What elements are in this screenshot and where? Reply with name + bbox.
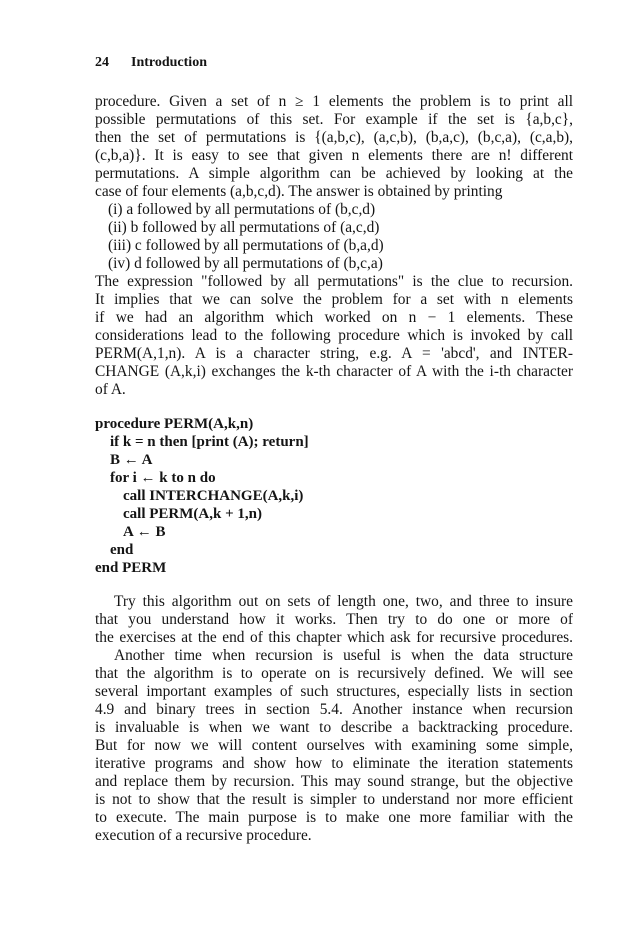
code-line-call-perm: call PERM(A,k + 1,n)	[123, 506, 262, 522]
code-line-call-interchange: call INTERCHANGE(A,k,i)	[123, 488, 304, 504]
para1-line-1: procedure. Given a set of n ≥ 1 elements the problem is to print all	[95, 93, 573, 110]
para1-line-6: case of four elements (a,b,c,d). The answer is obtained by printing	[95, 183, 503, 200]
para4-line-1: Another time when recursion is useful is when the data structure	[114, 647, 573, 664]
para4-line-9: is not to show that the result is simpler to understand nor more efficient	[95, 791, 573, 808]
para1-line-4: (c,b,a)}. It is easy to see that given n elements there are n! different	[95, 147, 573, 164]
code-line-end-perm: end PERM	[95, 560, 167, 576]
page-number: 24	[95, 55, 109, 70]
para2-line-7: of A.	[95, 381, 126, 398]
para4-line-5: is invaluable is when we want to describe a backtracking procedure.	[95, 719, 573, 736]
code-line-if: if k = n then [print (A); return]	[110, 434, 309, 450]
para2-line-1: The expression "followed by all permutations" is the clue to recursion.	[95, 273, 573, 290]
code-line-for: for i ← k to n do	[110, 470, 216, 486]
para2-line-6: CHANGE (A,k,i) exchanges the k-th character of A with the i-th character	[95, 363, 573, 380]
para4-line-6: But for now we will content ourselves with examining some simple,	[95, 737, 573, 754]
para4-line-2: that the algorithm is to operate on is recursively defined. We will see	[95, 665, 573, 682]
para4-line-4: 4.9 and binary trees in section 5.4. Another instance when recursion	[95, 701, 573, 718]
para3-line-1: Try this algorithm out on sets of length one, two, and three to insure	[114, 593, 573, 610]
para4-line-8: and replace them by recursion. This may sound strange, but the objective	[95, 773, 573, 790]
para4-line-7: iterative programs and show how to eliminate the iteration statements	[95, 755, 573, 772]
para4-line-11: execution of a recursive procedure.	[95, 827, 312, 844]
para4-line-3: several important examples of such structures, especially lists in section	[95, 683, 573, 700]
para2-line-3: if we had an algorithm which worked on n − 1 elements. These	[95, 309, 573, 326]
code-line-assign-a: A ← B	[123, 524, 166, 540]
list-item-1: (i) a followed by all permutations of (b,c,d)	[108, 201, 376, 218]
chapter-title: Introduction	[131, 55, 207, 70]
code-line-procedure: procedure PERM(A,k,n)	[95, 416, 254, 432]
running-header	[95, 55, 207, 71]
para4-line-10: to execute. The main purpose is to make one more familiar with the	[95, 809, 573, 826]
code-line-end: end	[110, 542, 134, 558]
list-item-4: (iv) d followed by all permutations of (b,c,a)	[108, 255, 383, 272]
code-line-assign-b: B ← A	[110, 452, 153, 468]
list-item-2: (ii) b followed by all permutations of (a,c,d)	[108, 219, 380, 236]
list-item-3: (iii) c followed by all permutations of (b,a,d)	[108, 237, 384, 254]
para3-line-2: that you understand how it works. Then try to do one or more of	[95, 611, 573, 628]
para1-line-2: possible permutations of this set. For example if the set is {a,b,c},	[95, 111, 573, 128]
para1-line-5: permutations. A simple algorithm can be achieved by looking at the	[95, 165, 573, 182]
para3-line-3: the exercises at the end of this chapter which ask for recursive procedures.	[95, 629, 573, 646]
para2-line-2: It implies that we can solve the problem for a set with n elements	[95, 291, 573, 308]
para1-line-3: then the set of permutations is {(a,b,c), (a,c,b), (b,a,c), (b,c,a), (c,a,b),	[95, 129, 573, 146]
para2-line-5: PERM(A,1,n). A is a character string, e.g. A = 'abcd', and INTER-	[95, 345, 573, 362]
para2-line-4: considerations lead to the following procedure which is invoked by call	[95, 327, 573, 344]
